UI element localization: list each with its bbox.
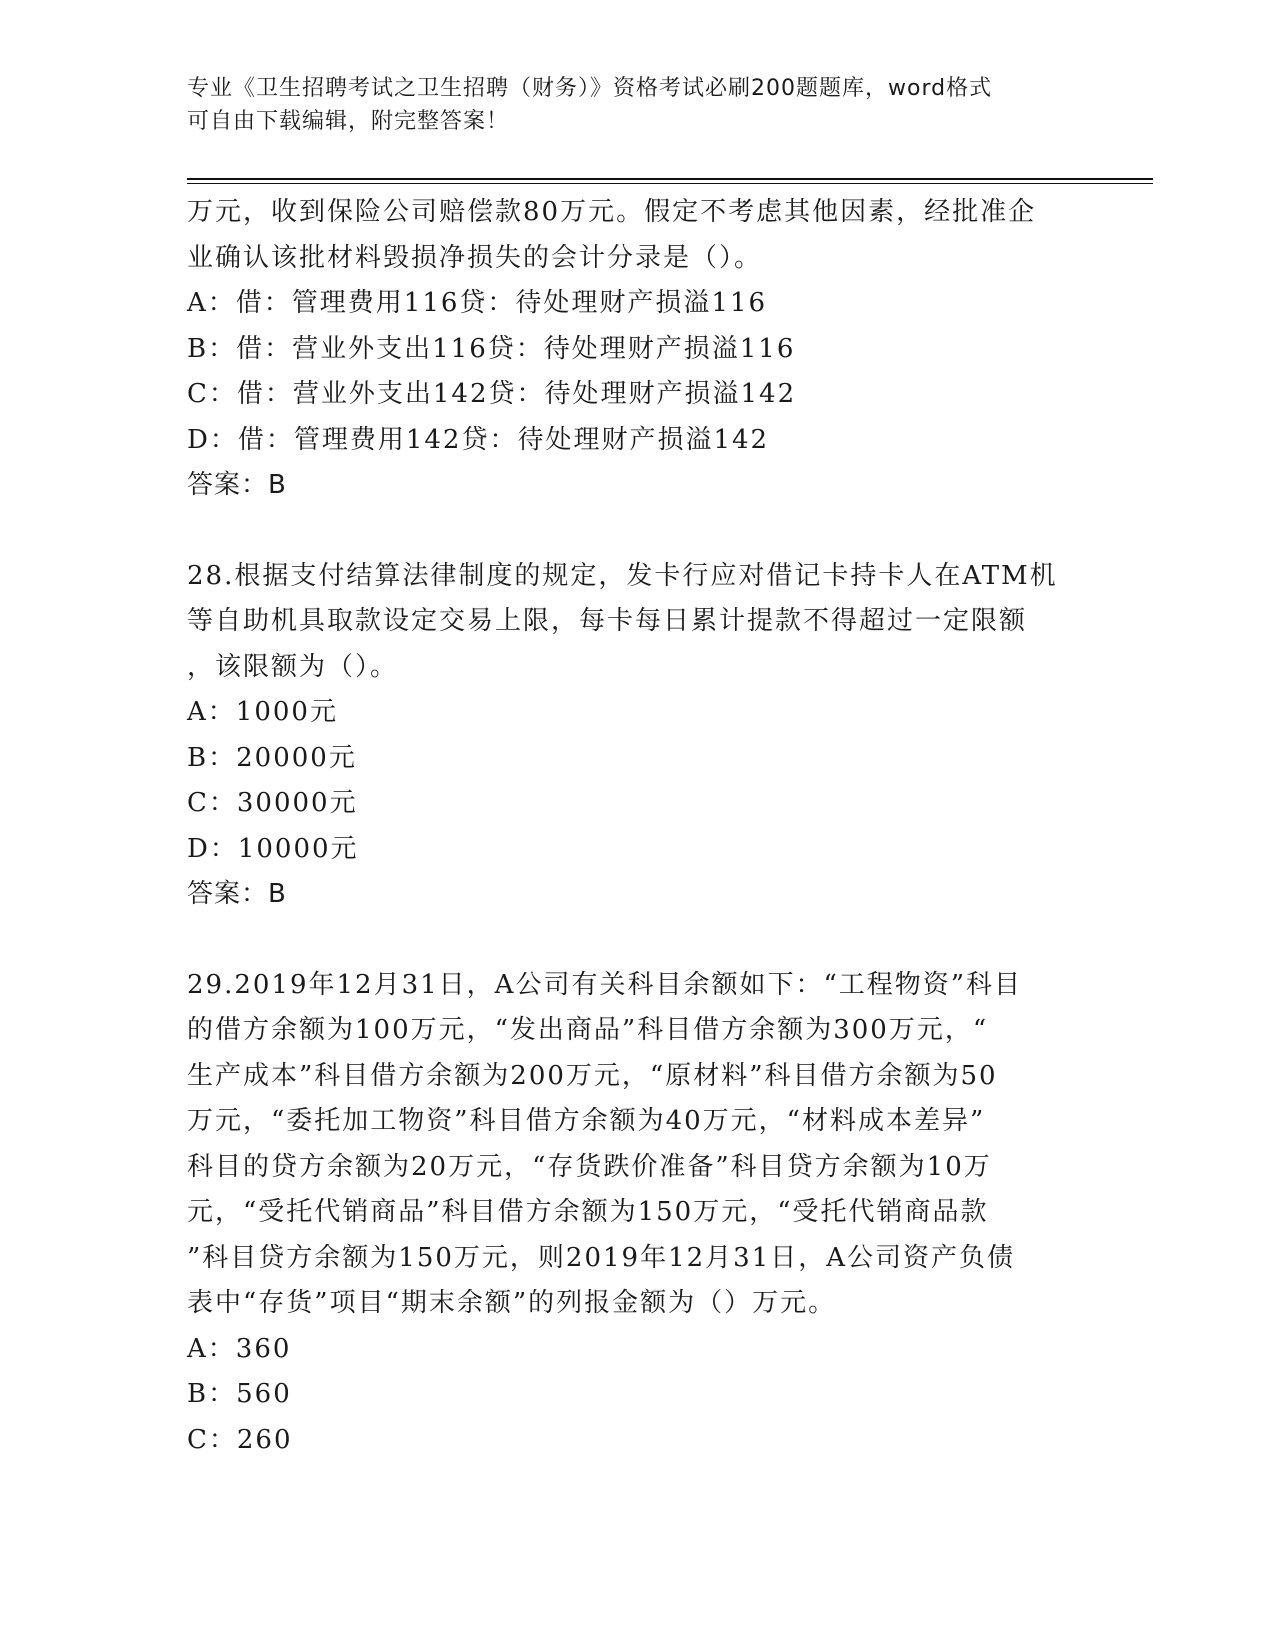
question-text-line: 元，“受托代销商品”科目借方余额为150万元，“受托代销商品款	[187, 1197, 989, 1227]
question-spacer	[187, 509, 1087, 554]
question-text-line: 万元，“委托加工物资”科目借方余额为40万元，“材料成本差异”	[187, 1106, 986, 1136]
header-title-line-2: 可自由下载编辑，附完整答案！	[187, 109, 510, 134]
question-text-line: 等自助机具取款设定交易上限，每卡每日累计提款不得超过一定限额	[187, 606, 1028, 636]
question-spacer	[187, 918, 1087, 963]
question-text-line: 28.根据支付结算法律制度的规定，发卡行应对借记卡持卡人在ATM机	[187, 560, 1058, 591]
option-b: B：借：营业外支出116贷：待处理财产损溢116	[187, 333, 796, 364]
option-c: C：借：营业外支出142贷：待处理财产损溢142	[187, 379, 797, 409]
question-text-line: ，该限额为（）。	[187, 651, 399, 682]
document-body	[187, 190, 1087, 1463]
option-a: A：1000元	[187, 697, 338, 727]
question-text-line: 生产成本”科目借方余额为200万元，“原材料”科目借方余额为50	[187, 1060, 998, 1091]
question-text-line: 业确认该批材料毁损净损失的会计分录是（）。	[187, 242, 763, 273]
header-divider-thin	[187, 183, 1153, 184]
question-text-line: 29.2019年12月31日，A公司有关科目余额如下：“工程物资”科目	[187, 969, 1023, 1000]
question-text-line: 万元，收到保险公司赔偿款80万元。假定不考虑其他因素，经批准企	[187, 197, 1037, 227]
question-28	[187, 554, 1087, 918]
option-c: C：260	[187, 1424, 293, 1455]
answer-label: 答案：B	[187, 470, 287, 500]
option-d: D：借：管理费用142贷：待处理财产损溢142	[187, 424, 770, 455]
option-b: B：560	[187, 1379, 292, 1409]
question-29	[187, 963, 1087, 1464]
option-b: B：20000元	[187, 742, 357, 773]
question-27	[187, 190, 1087, 509]
question-text-line: 科目的贷方余额为20万元，“存货跌价准备”科目贷方余额为10万	[187, 1151, 992, 1182]
option-a: A：360	[187, 1333, 292, 1364]
document-header	[187, 72, 1067, 138]
option-a: A：借：管理费用116贷：待处理财产损溢116	[187, 288, 768, 318]
question-text-line: 的借方余额为100万元，“发出商品”科目借方余额为300万元，“	[187, 1015, 989, 1045]
option-d: D：10000元	[187, 833, 359, 864]
question-text-line: ”科目贷方余额为150万元，则2019年12月31日，A公司资产负债	[187, 1242, 1016, 1273]
header-divider-thick	[187, 178, 1153, 180]
header-title-line-1: 专业《卫生招聘考试之卫生招聘（财务）》资格考试必刷200题题库，word格式	[187, 76, 993, 101]
question-text-line: 表中“存货”项目“期末余额”的列报金额为（）万元。	[187, 1288, 837, 1318]
option-c: C：30000元	[187, 788, 358, 818]
answer-label: 答案：B	[187, 879, 287, 909]
